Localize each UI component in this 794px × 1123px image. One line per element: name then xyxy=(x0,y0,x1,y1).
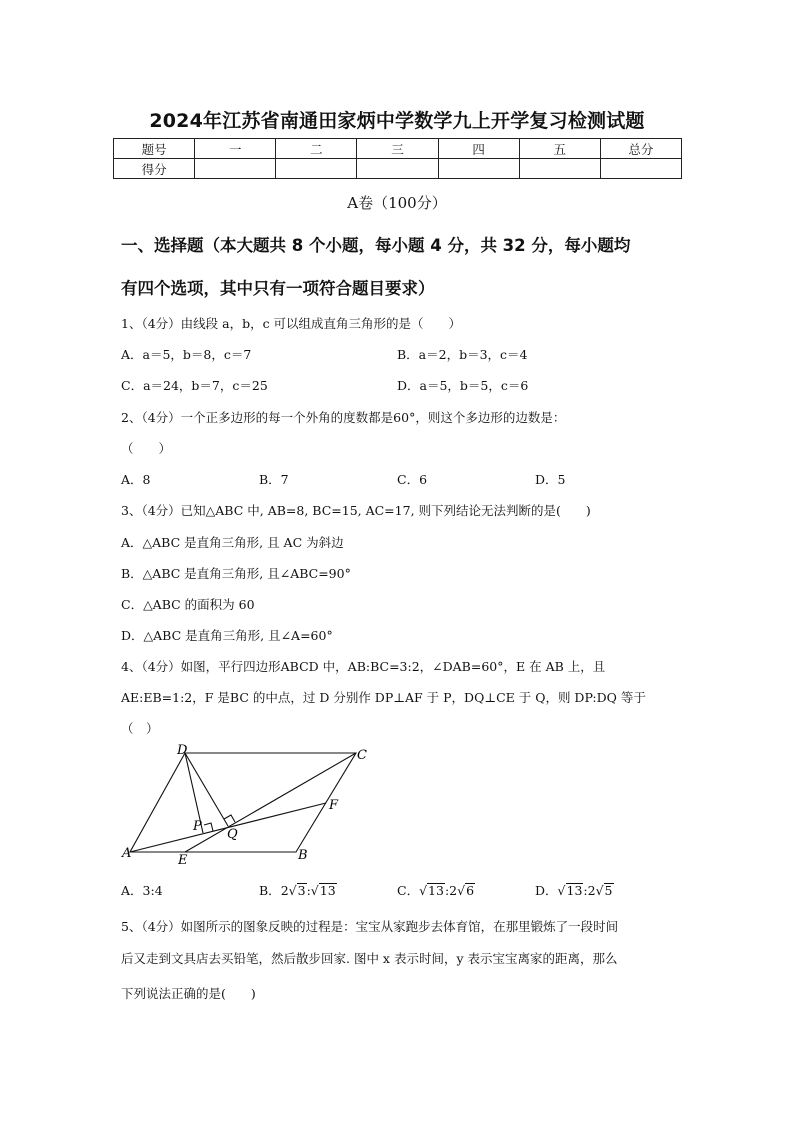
q4-option-c-radicand1: 13 xyxy=(428,883,444,898)
q2-option-b: B．7 xyxy=(259,472,289,487)
q1-option-b: B．a＝2，b＝3，c＝4 xyxy=(397,347,528,362)
q2-blank: （ ） xyxy=(121,441,172,456)
sqrt-sign-icon: √ xyxy=(288,883,297,898)
q4-option-c xyxy=(397,881,475,899)
q4-option-d-prefix: D． xyxy=(535,883,558,898)
parallelogram-abcd xyxy=(130,753,356,852)
q1-stem: 1、（4分）由线段 a，b，c 可以组成直角三角形的是（ ） xyxy=(121,316,462,331)
q4-option-d-radicand2: 5 xyxy=(604,883,613,898)
q1-option-c: C．a＝24，b＝7，c＝25 xyxy=(121,378,268,393)
score-table xyxy=(113,138,682,179)
sqrt-sign-icon: √ xyxy=(419,883,428,898)
right-angle-mark-p xyxy=(204,823,213,831)
label-a: A xyxy=(122,846,132,861)
sqrt-sign-icon: √ xyxy=(457,883,466,898)
score-table-header-cell: 三 xyxy=(357,139,438,159)
q4-stem-line1: 4、（4分）如图，平行四边形ABCD 中，AB:BC=3:2，∠DAB=60°，E 在 AB 上，且 xyxy=(121,659,606,674)
q4-option-d-sep: :2 xyxy=(583,883,596,898)
score-cell xyxy=(519,159,600,179)
q3-option-b: B．△ABC 是直角三角形, 且∠ABC=90° xyxy=(121,566,351,581)
exam-title: 2024年江苏省南通田家炳中学数学九上开学复习检测试题 xyxy=(149,110,645,132)
score-cell xyxy=(195,159,276,179)
label-c: C xyxy=(357,748,367,763)
score-table-header-cell: 题号 xyxy=(114,139,195,159)
q4-option-b-sep: : xyxy=(306,883,311,898)
q2-option-c: C．6 xyxy=(397,472,428,487)
q5-stem-line1: 5、（4分）如图所示的图象反映的过程是：宝宝从家跑步去体育馆，在那里锻炼了一段时间 xyxy=(121,919,619,934)
score-row-label: 得分 xyxy=(114,159,195,179)
section-heading-line2: 有四个选项，其中只有一项符合题目要求） xyxy=(121,279,435,298)
q5-stem-line2: 后又走到文具店去买铅笔，然后散步回家. 图中 x 表示时间，y 表示宝宝离家的距离，那么 xyxy=(121,951,618,966)
label-e: E xyxy=(178,853,188,866)
section-heading-line1: 一、选择题（本大题共 8 个小题，每小题 4 分，共 32 分，每小题均 xyxy=(121,236,631,255)
sqrt-sign-icon: √ xyxy=(595,883,604,898)
score-cell xyxy=(276,159,357,179)
parallelogram-figure xyxy=(110,738,380,866)
score-cell xyxy=(438,159,519,179)
q4-option-d xyxy=(535,881,614,899)
q4-option-b-radicand1: 3 xyxy=(297,883,306,898)
q4-option-b-radicand2: 13 xyxy=(319,883,336,898)
sqrt-sign-icon: √ xyxy=(310,883,319,898)
score-table-score-row xyxy=(114,159,682,179)
score-table-header-cell: 五 xyxy=(519,139,600,159)
score-table-header-cell: 一 xyxy=(195,139,276,159)
q4-option-b-prefix: B． xyxy=(259,883,281,898)
score-table-header-row xyxy=(114,139,682,159)
q1-option-a: A．a＝5，b＝8，c＝7 xyxy=(121,347,252,362)
q3-option-d: D．△ABC 是直角三角形, 且∠A=60° xyxy=(121,628,333,643)
q3-stem: 3、（4分）已知△ABC 中, AB=8, BC=15, AC=17, 则下列结论无法判断的是( ) xyxy=(121,503,591,518)
q4-option-d-radicand1: 13 xyxy=(566,883,583,898)
q2-stem: 2、（4分）一个正多边形的每一个外角的度数都是60°，则这个多边形的边数是： xyxy=(121,410,566,425)
label-b: B xyxy=(298,848,308,863)
q4-stem-line2: AE:EB=1:2，F 是BC 的中点，过 D 分别作 DP⊥AF 于 P，DQ⊥CE 于 Q，则 DP:DQ 等于 xyxy=(121,690,646,705)
q1-option-d: D．a＝5，b＝5，c＝6 xyxy=(397,378,529,393)
score-cell xyxy=(357,159,438,179)
score-cell xyxy=(600,159,681,179)
sqrt-sign-icon: √ xyxy=(557,883,566,898)
score-table-header-cell: 总分 xyxy=(600,139,681,159)
score-table-header-cell: 四 xyxy=(438,139,519,159)
q5-stem-line3: 下列说法正确的是( ) xyxy=(121,986,256,1001)
q4-blank: （ ） xyxy=(121,721,159,736)
label-f: F xyxy=(329,798,339,813)
label-q: Q xyxy=(227,827,238,842)
q2-option-a: A．8 xyxy=(121,472,151,487)
q3-option-a: A．△ABC 是直角三角形, 且 AC 为斜边 xyxy=(121,535,344,550)
q3-option-c: C．△ABC 的面积为 60 xyxy=(121,597,255,612)
q4-option-b-coef: 2 xyxy=(280,883,289,898)
segment-dq xyxy=(185,753,228,826)
q4-option-c-prefix: C． xyxy=(397,883,420,898)
q4-option-b xyxy=(259,881,337,899)
score-table-header-cell: 二 xyxy=(276,139,357,159)
volume-heading: A卷（100分） xyxy=(347,194,447,212)
label-d: D xyxy=(177,743,188,758)
q4-option-c-radicand2: 6 xyxy=(466,883,475,898)
q2-option-d: D．5 xyxy=(535,472,566,487)
q4-option-a: A．3:4 xyxy=(121,883,163,898)
label-p: P xyxy=(193,819,202,834)
q4-option-c-sep: :2 xyxy=(444,883,458,898)
